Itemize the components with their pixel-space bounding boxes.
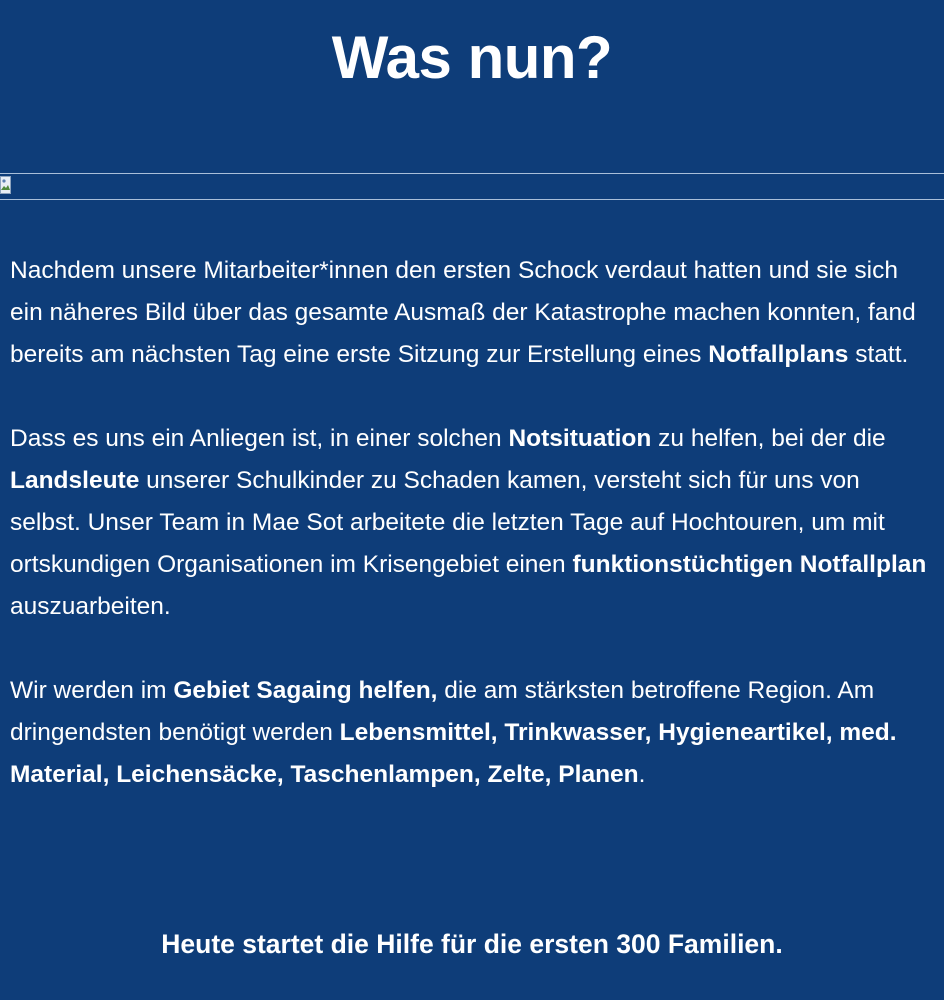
- paragraph: [10, 250, 935, 376]
- body-text: Wir werden im: [10, 677, 174, 704]
- bold-text: funktionstüchtigen Notfallplan: [572, 551, 927, 578]
- body-text: .: [638, 761, 646, 788]
- bold-text: Notsituation: [508, 425, 652, 452]
- paragraph: [10, 418, 935, 628]
- body-text: die am stärksten betroffene Region. Am dringendsten benötigt werden: [10, 677, 875, 746]
- body-text: statt.: [848, 341, 909, 368]
- body-text: Nachdem unsere Mitarbeiter*innen den ersten Schock verdaut hatten und sie sich ein näheres Bild über das gesamte Ausmaß der Katastrophe machen konnten, fand bereits am nächsten Tag eine erste Sitzung zur Erstellung eines: [10, 257, 916, 368]
- body-text: unserer Schulkinder zu Schaden kamen, versteht sich für uns von selbst. Unser Team in Mae Sot arbeitete die letzten Tage auf Hochtouren, um mit ortskundigen Organisationen im Krisengebiet einen: [10, 467, 885, 578]
- paragraph: [10, 670, 935, 796]
- broken-image-icon: [0, 176, 12, 196]
- article-body: [10, 250, 935, 796]
- body-text: zu helfen, bei der die: [651, 425, 886, 452]
- closing-statement: Heute startet die Hilfe für die ersten 300 Familien.: [161, 929, 783, 959]
- body-text: Dass es uns ein Anliegen ist, in einer solchen: [10, 425, 509, 452]
- bold-text: Lebensmittel, Trinkwasser, Hygieneartikel, med. Material, Leichensäcke, Taschenlampen, Zelte, Planen: [10, 719, 897, 788]
- bold-text: Gebiet Sagaing helfen,: [173, 677, 438, 704]
- article-image: [0, 173, 944, 200]
- bold-text: Notfallplans: [708, 341, 849, 368]
- bold-text: Landsleute: [10, 467, 140, 494]
- page-title: Was nun?: [331, 24, 613, 91]
- body-text: auszuarbeiten.: [10, 593, 171, 620]
